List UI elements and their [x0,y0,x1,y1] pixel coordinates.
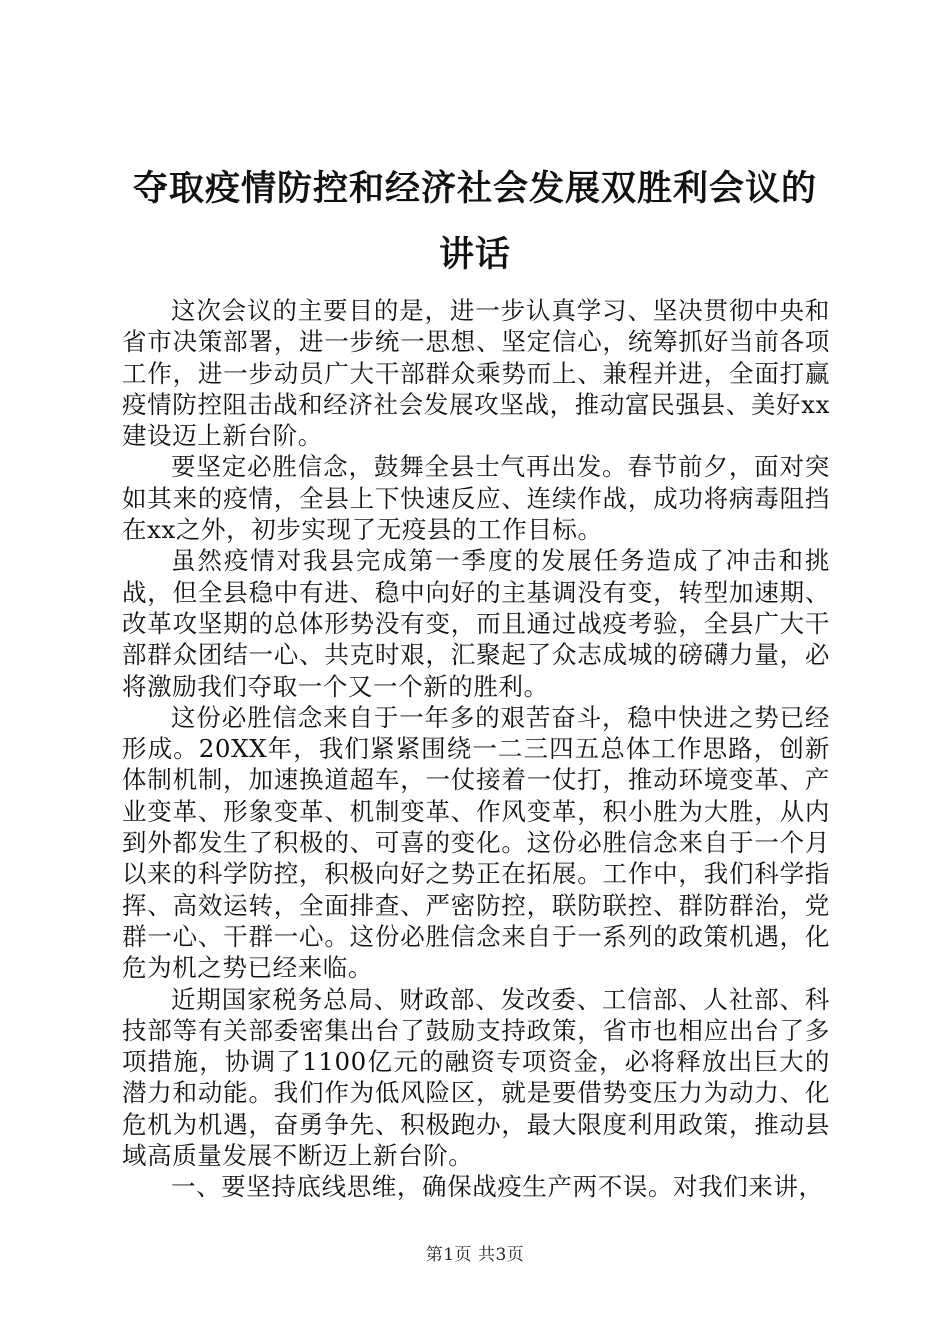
paragraph: 要坚定必胜信念，鼓舞全县士气再出发。春节前夕，面对突如其来的疫情，全县上下快速反应、连续作战，成功将病毒阻挡在xx之外，初步实现了无疫县的工作目标。 [122,452,830,545]
paragraph: 虽然疫情对我县完成第一季度的发展任务造成了冲击和挑战，但全县稳中有进、稳中向好的主基调没有变，转型加速期、改革攻坚期的总体形势没有变，而且通过战疫考验，全县广大干部群众团结一心、共克时艰，汇聚起了众志成城的磅礴力量，必将激励我们夺取一个又一个新的胜利。 [122,546,830,701]
paragraph: 近期国家税务总局、财政部、发改委、工信部、人社部、科技部等有关部委密集出台了鼓励支持政策，省市也相应出台了多项措施，协调了1100亿元的融资专项资金，必将释放出巨大的潜力和动能。我们作为低风险区，就是要借势变压力为动力、化危机为机遇，奋勇争先、积极跑办，最大限度利用政策，推动县域高质量发展不断迈上新台阶。 [122,984,830,1171]
paragraph: 这份必胜信念来自于一年多的艰苦奋斗，稳中快进之势已经形成。20XX年，我们紧紧围绕一二三四五总体工作思路，创新体制机制，加速换道超车，一仗接着一仗打，推动环境变革、产业变革、形象变革、机制变革、作风变革，积小胜为大胜，从内到外都发生了积极的、可喜的变化。这份必胜信念来自于一个月以来的科学防控，积极向好之势正在拓展。工作中，我们科学指挥、高效运转，全面排查、严密防控，联防联控、群防群治，党群一心、干群一心。这份必胜信念来自于一系列的政策机遇，化危为机之势已经来临。 [122,702,830,983]
paragraph: 一、要坚持底线思维，确保战疫生产两不误。对我们来讲， [171,1172,824,1202]
paragraph: 这次会议的主要目的是，进一步认真学习、坚决贯彻中央和省市决策部署，进一步统一思想、坚定信心，统筹抓好当前各项工作，进一步动员广大干部群众乘势而上、兼程并进，全面打赢疫情防控阻击战和经济社会发展攻坚战，推动富民强县、美好xx建设迈上新台阶。 [122,296,830,451]
document-title: 夺取疫情防控和经济社会发展双胜利会议的讲话 [132,168,817,275]
page-number-footer: 第1页 共3页 [425,1245,525,1265]
document-body [122,295,830,1203]
